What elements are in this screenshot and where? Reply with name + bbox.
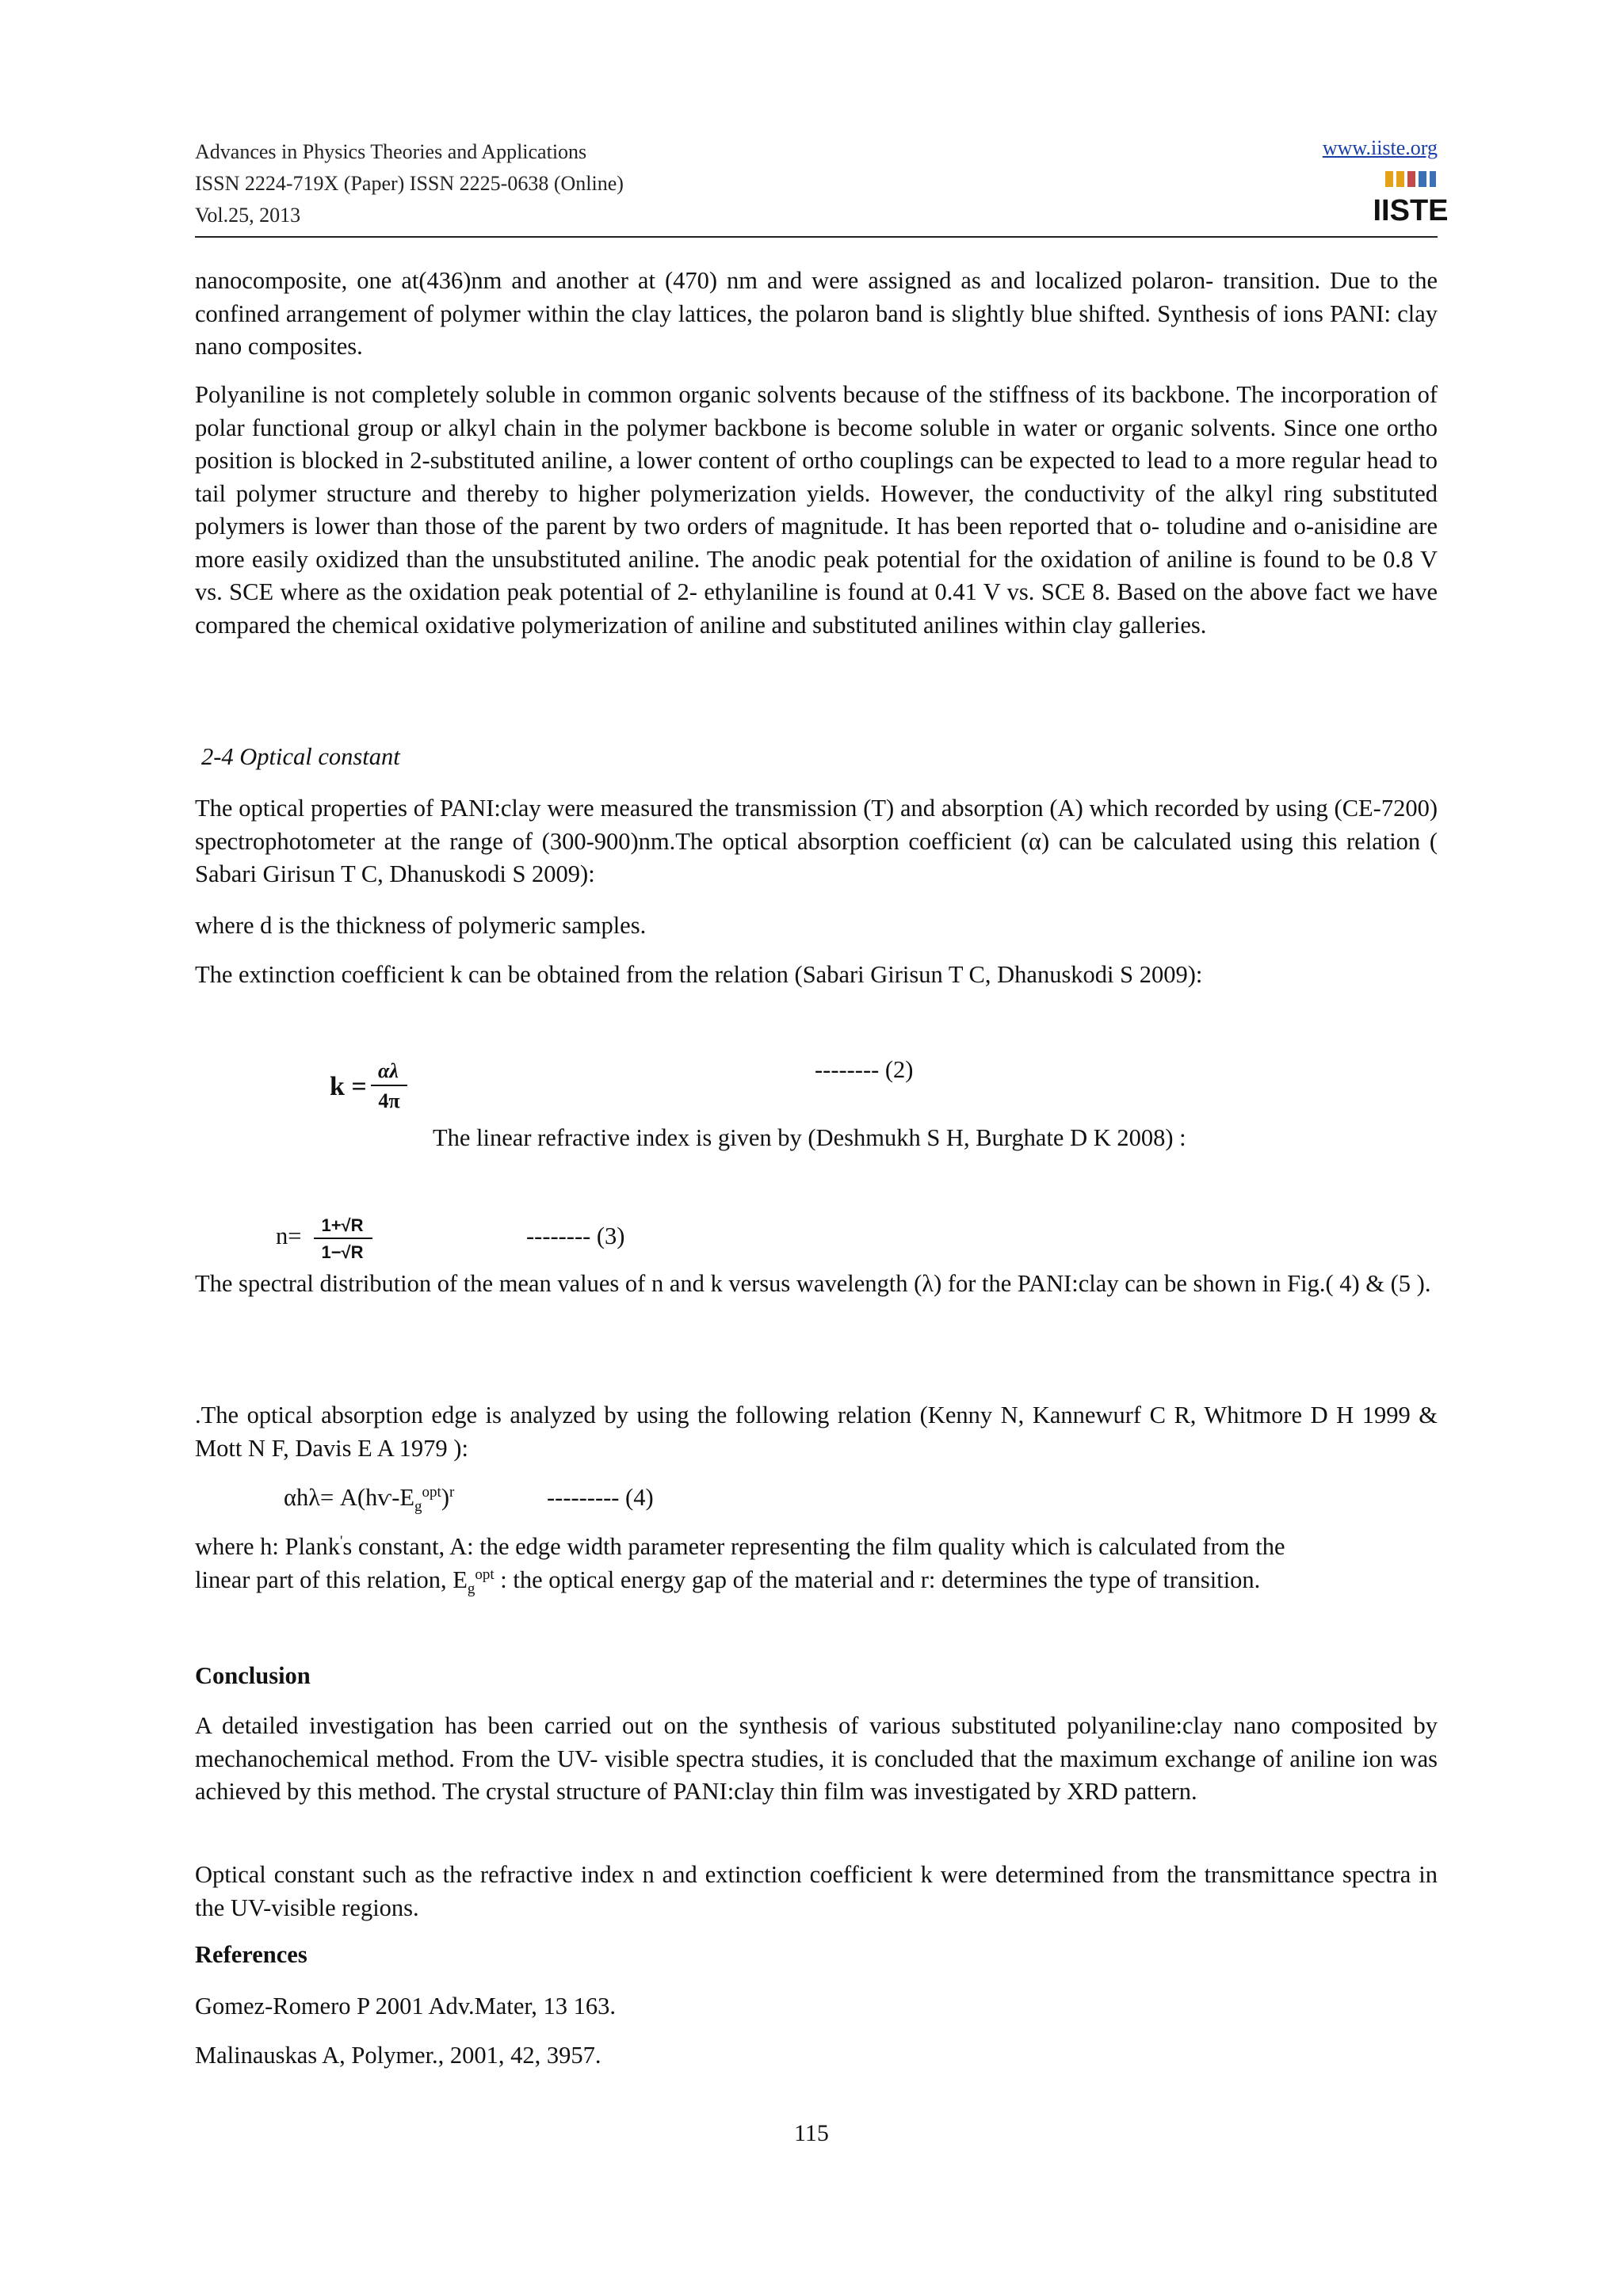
refractive-index-text: The linear refractive index is given by (Deshmukh S H, Burghate D K 2008) : xyxy=(433,1124,1186,1151)
paragraph-absorption-edge: .The optical absorption edge is analyzed by using the following relation (Kenny N, Kannewurf C R, Whitmore D H 1999 & Mott N F, Davis E A 1979 ): xyxy=(195,1402,1438,1462)
p9-part-a: where h: Plank xyxy=(195,1533,340,1560)
paragraph-conclusion-investigation: A detailed investigation has been carried out on the synthesis of various substituted polyaniline:clay nano composited by mechanochemical method. From the UV- visible spectra studies, it is concluded that the maximum exchange of aniline ion was achieved by this method. The crystal structure of PANI:clay thin film was investigated by XRD pattern. xyxy=(195,1712,1438,1805)
equation-2-label: -------- (2) xyxy=(815,1056,914,1083)
section-heading-optical-constant: 2-4 Optical constant xyxy=(201,743,400,770)
journal-issn: ISSN 2224-719X (Paper) ISSN 2225-0638 (Online) xyxy=(195,172,624,195)
equation-2-formula xyxy=(328,1055,414,1117)
p9-superscript: opt xyxy=(475,1566,495,1583)
eq2-denominator: 4π xyxy=(378,1089,400,1112)
eq3-denominator: 1−√R xyxy=(321,1242,364,1262)
eq4-superscript: opt xyxy=(422,1483,441,1501)
reference-item: Malinauskas A, Polymer., 2001, 42, 3957. xyxy=(195,2042,601,2069)
eq4-exponent: r xyxy=(449,1483,455,1501)
conclusion-heading: Conclusion xyxy=(195,1662,311,1689)
eq2-k: k = xyxy=(330,1072,367,1101)
eq4-subscript: g xyxy=(414,1498,422,1516)
p9-subscript: g xyxy=(467,1580,475,1597)
equation-3-formula xyxy=(311,1212,377,1264)
page-number: 115 xyxy=(794,2120,829,2146)
p9-line-2 xyxy=(195,1564,1438,1597)
paragraph-plank-constant xyxy=(195,1531,1438,1596)
paragraph-extinction-coefficient: The extinction coefficient k can be obtained from the relation (Sabari Girisun T C, Dhanuskodi S 2009): xyxy=(195,961,1203,988)
logo-text: IISTE xyxy=(1373,194,1449,227)
p9-part-b: s constant, A: the edge width parameter representing the film quality which is calculated from the xyxy=(342,1533,1285,1560)
journal-header xyxy=(195,136,624,231)
paragraph-optical-properties: The optical properties of PANI:clay were measured the transmission (T) and absorption (A) which recorded by using (CE-7200) spectrophotometer at the range of (300-900)nm.The optical absorption coefficient (α) can be calculated using this relation ( Sabari Girisun T C, Dhanuskodi S 2009): xyxy=(195,795,1438,887)
journal-website-link[interactable]: www.iiste.org xyxy=(1322,136,1438,159)
equation-4 xyxy=(284,1482,454,1515)
eq3-numerator: 1+√R xyxy=(321,1215,364,1235)
paragraph-thickness-note: where d is the thickness of polymeric samples. xyxy=(195,912,647,939)
paragraph-conclusion-optical: Optical constant such as the refractive index n and extinction coefficient k were determined from the transmittance spectra in the UV-visible regions. xyxy=(195,1861,1438,1921)
journal-title: Advances in Physics Theories and Applications xyxy=(195,140,587,163)
p9-apostrophe: ' xyxy=(339,1532,343,1550)
paragraph-polyaniline-solubility: Polyaniline is not completely soluble in common organic solvents because of the stiffness of its backbone. The incorporation of polar functional group or alkyl chain in the polymer backbone is become soluble in water or organic solvents. Since one ortho position is blocked in 2-substituted aniline, a lower content of ortho couplings can be expected to lead to a more regular head to tail polymer structure and thereby to higher polymerization yields. However, the conductivity of the alkyl ring substituted polymers is lower than those of the parent by two orders of magnitude. It has been reported that o- toludine and o-anisidine are more easily oxidized than the unsubstituted aniline. The anodic peak potential for the oxidation of aniline is found to be 0.8 V vs. SCE where as the oxidation peak potential of 2- ethylaniline is found at 0.41 V vs. SCE 8. Based on the above fact we have compared the chemical oxidative polymerization of aniline and substituted anilines within clay galleries. xyxy=(195,381,1438,639)
equation-3-prefix: n= xyxy=(276,1222,302,1249)
equation-4-label: --------- (4) xyxy=(547,1484,654,1511)
eq4-close: ) xyxy=(441,1484,449,1511)
p9-part-d: : the optical energy gap of the material and r: determines the type of transition. xyxy=(494,1566,1261,1593)
header-divider xyxy=(195,236,1438,238)
equation-3-label: -------- (3) xyxy=(526,1222,625,1249)
eq4-main: αhλ= A(hѵ-E xyxy=(284,1484,415,1511)
journal-volume: Vol.25, 2013 xyxy=(195,204,301,227)
references-heading: References xyxy=(195,1941,307,1968)
reference-item: Gomez-Romero P 2001 Adv.Mater, 13 163. xyxy=(195,1993,617,2019)
paragraph-spectral-distribution: The spectral distribution of the mean values of n and k versus wavelength (λ) for the PANI:clay can be shown in Fig.( 4) & (5 ). xyxy=(195,1270,1431,1297)
paragraph-refractive-index xyxy=(433,1122,1186,1155)
p9-part-c: linear part of this relation, E xyxy=(195,1566,468,1593)
eq2-numerator: αλ xyxy=(378,1059,399,1082)
paragraph-polaron: nanocomposite, one at(436)nm and another at (470) nm and were assigned as and localized polaron- transition. Due to the confined arrangement of polymer within the clay lattices, the polaron band is slightly blue shifted. Synthesis of ions PANI: clay nano composites. xyxy=(195,267,1438,360)
iiste-logo-icon xyxy=(1373,170,1449,227)
